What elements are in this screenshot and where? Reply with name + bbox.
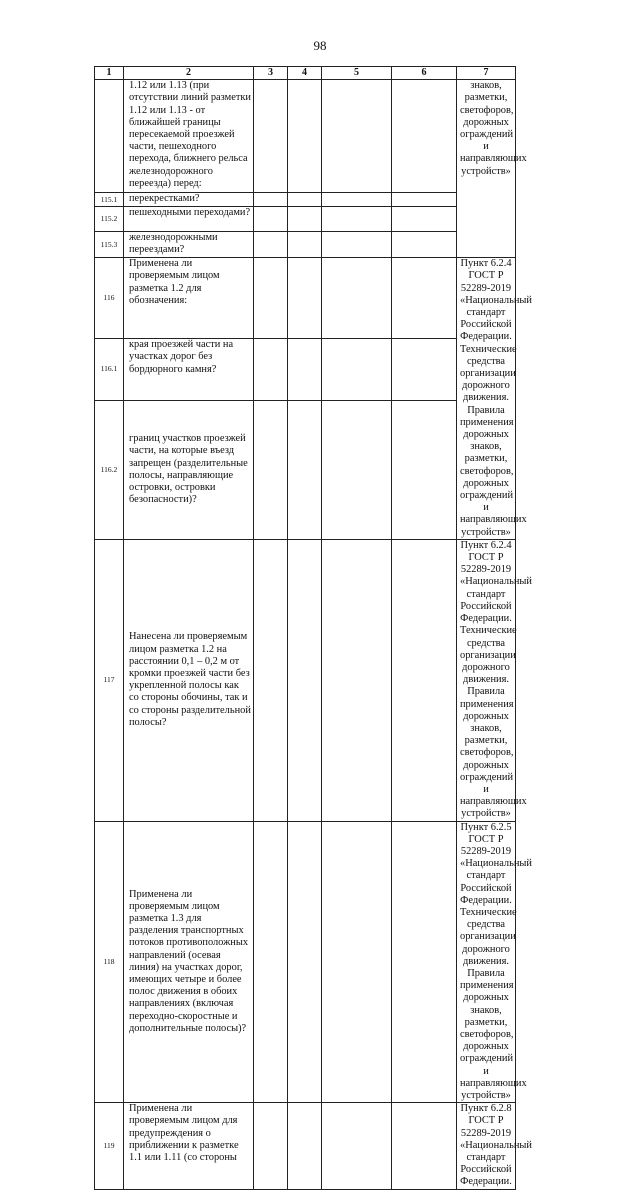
question-text: Применена ли проверяемым лицом для предупреждения о приближении к разметке 1.1 или 1.11 (со стороны: [124, 1103, 254, 1189]
question-text: 1.12 или 1.13 (при отсутствии линий разметки 1.12 или 1.13 - от ближайшей границы пересекаемой проезжей части, пешеходного перехода, ближнего рельса железнодорожного переезда) перед:: [124, 80, 254, 193]
col-header-5: 5: [322, 67, 392, 80]
answer-cell[interactable]: [322, 232, 392, 258]
col-header-4: 4: [288, 67, 322, 80]
answer-cell[interactable]: [288, 80, 322, 193]
answer-cell[interactable]: [392, 80, 457, 193]
legal-reference: Пункт 6.2.5 ГОСТ Р 52289-2019 «Национальный стандарт Российской Федерации. Технические средства организации дорожного движения. Правила применения дорожных знаков, разметки, светофоров, дорожных ограждений и направляющих устройств»: [457, 821, 516, 1103]
table-row: [95, 193, 516, 207]
answer-cell[interactable]: [254, 232, 288, 258]
answer-cell[interactable]: [322, 400, 392, 539]
answer-cell[interactable]: [322, 207, 392, 232]
col-header-2: 2: [124, 67, 254, 80]
table-row: [95, 339, 516, 401]
col-header-1: 1: [95, 67, 124, 80]
answer-cell[interactable]: [288, 207, 322, 232]
checklist-table: [94, 66, 532, 1190]
answer-cell[interactable]: [288, 821, 322, 1103]
row-number: 116.2: [95, 400, 124, 539]
row-number: 118: [95, 821, 124, 1103]
answer-cell[interactable]: [288, 339, 322, 401]
table-row: [95, 400, 516, 539]
answer-cell[interactable]: [392, 207, 457, 232]
answer-cell[interactable]: [392, 232, 457, 258]
table-row: [95, 821, 516, 1103]
question-text: перекрестками?: [124, 193, 254, 207]
answer-cell[interactable]: [322, 339, 392, 401]
answer-cell[interactable]: [392, 1103, 457, 1189]
answer-cell[interactable]: [392, 539, 457, 821]
answer-cell[interactable]: [392, 400, 457, 539]
col-header-7: 7: [457, 67, 516, 80]
question-text: границ участков проезжей части, на которые въезд запрещен (разделительные полосы, направляющие островки, островки безопасности)?: [124, 400, 254, 539]
answer-cell[interactable]: [288, 539, 322, 821]
row-number: [95, 80, 124, 193]
row-number: 115.3: [95, 232, 124, 258]
answer-cell[interactable]: [288, 232, 322, 258]
answer-cell[interactable]: [392, 258, 457, 339]
row-number: 115.2: [95, 207, 124, 232]
question-text: Нанесена ли проверяемым лицом разметка 1.2 на расстоянии 0,1 – 0,2 м от кромки проезжей части без укрепленной полосы как со стороны обочины, так и со стороны разделительной полосы?: [124, 539, 254, 821]
answer-cell[interactable]: [288, 1103, 322, 1189]
answer-cell[interactable]: [254, 207, 288, 232]
table-row: [95, 539, 516, 821]
question-text: Применена ли проверяемым лицом разметка 1.3 для разделения транспортных потоков противоположных направлений (осевая линия) на участках дорог, имеющих четыре и более полос движения в обоих направлениях (включая переходно-скоростные и дополнительные полосы)?: [124, 821, 254, 1103]
answer-cell[interactable]: [322, 258, 392, 339]
answer-cell[interactable]: [254, 539, 288, 821]
row-number: 116: [95, 258, 124, 339]
answer-cell[interactable]: [254, 339, 288, 401]
table-row: [95, 232, 516, 258]
legal-reference: Пункт 6.2.4 ГОСТ Р 52289-2019 «Национальный стандарт Российской Федерации. Технические средства организации дорожного движения. Правила применения дорожных знаков, разметки, светофоров, дорожных ограждений и направляющих устройств»: [457, 539, 516, 821]
col-header-3: 3: [254, 67, 288, 80]
answer-cell[interactable]: [322, 193, 392, 207]
question-text: Применена ли проверяемым лицом разметка 1.2 для обозначения:: [124, 258, 254, 339]
header-row: [95, 67, 516, 80]
table-row: [95, 1103, 516, 1189]
question-text: края проезжей части на участках дорог без бордюрного камня?: [124, 339, 254, 401]
answer-cell[interactable]: [288, 258, 322, 339]
answer-cell[interactable]: [392, 193, 457, 207]
row-number: 115.1: [95, 193, 124, 207]
answer-cell[interactable]: [322, 1103, 392, 1189]
answer-cell[interactable]: [288, 400, 322, 539]
legal-reference: знаков, разметки, светофоров, дорожных ограждений и направляющих устройств»: [457, 80, 516, 258]
answer-cell[interactable]: [392, 821, 457, 1103]
answer-cell[interactable]: [322, 539, 392, 821]
answer-cell[interactable]: [254, 400, 288, 539]
answer-cell[interactable]: [322, 80, 392, 193]
answer-cell[interactable]: [254, 80, 288, 193]
question-text: пешеходными переходами?: [124, 207, 254, 232]
legal-reference: Пункт 6.2.8 ГОСТ Р 52289-2019 «Национальный стандарт Российской Федерации.: [457, 1103, 516, 1189]
question-text: железнодорожными переездами?: [124, 232, 254, 258]
col-header-6: 6: [392, 67, 457, 80]
answer-cell[interactable]: [254, 193, 288, 207]
row-number: 119: [95, 1103, 124, 1189]
page-number: 98: [313, 38, 327, 53]
table-row: [95, 207, 516, 232]
answer-cell[interactable]: [288, 193, 322, 207]
legal-reference: Пункт 6.2.4 ГОСТ Р 52289-2019 «Национальный стандарт Российской Федерации. Технические средства организации дорожного движения. Правила применения дорожных знаков, разметки, светофоров, дорожных ограждений и направляющих устройств»: [457, 258, 516, 540]
answer-cell[interactable]: [392, 339, 457, 401]
row-number: 117: [95, 539, 124, 821]
answer-cell[interactable]: [322, 821, 392, 1103]
answer-cell[interactable]: [254, 258, 288, 339]
answer-cell[interactable]: [254, 1103, 288, 1189]
row-number: 116.1: [95, 339, 124, 401]
table-row: [95, 258, 516, 339]
answer-cell[interactable]: [254, 821, 288, 1103]
table-row: [95, 80, 516, 193]
